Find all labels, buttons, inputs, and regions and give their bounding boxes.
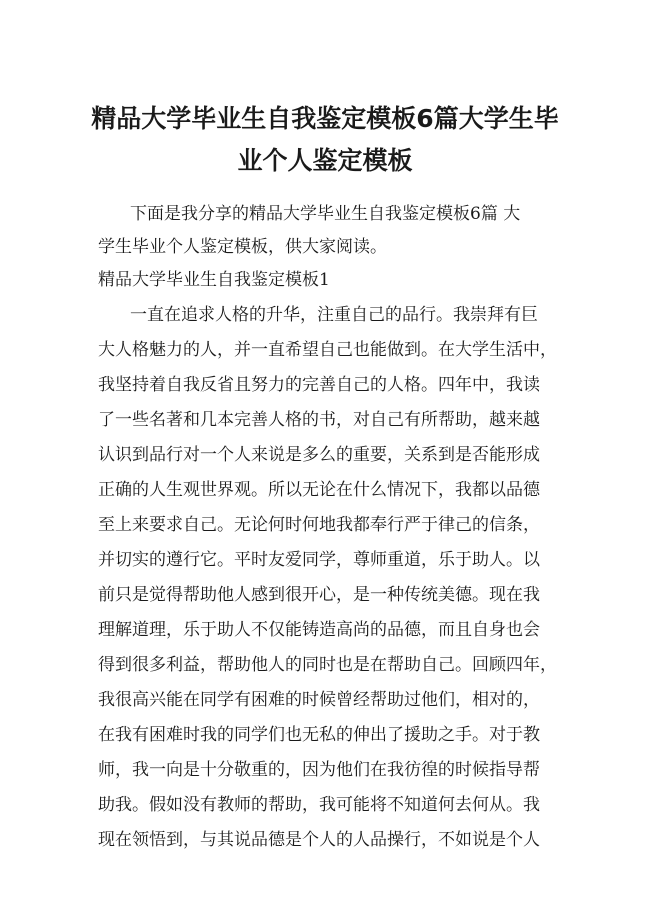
body-line: 大人格魅力的人，并一直希望自己也能做到。在大学生活中， (98, 340, 557, 360)
body-line: 一直在追求人格的升华，注重自己的品行。我崇拜有巨 (130, 305, 538, 325)
body-line: 师，我一向是十分敬重的，因为他们在我彷徨的时候指导帮 (98, 760, 540, 780)
intro-line-1: 下面是我分享的精品大学毕业生自我鉴定模板6篇 大 (130, 204, 521, 224)
body-line: 理解道理，乐于助人不仅能铸造高尚的品德，而且自身也会 (98, 620, 540, 640)
body-line: 了一些名著和几本完善人格的书，对自己有所帮助，越来越 (98, 410, 540, 430)
body-line: 助我。假如没有教师的帮助，我可能将不知道何去何从。我 (98, 795, 540, 815)
body-line: 至上来要求自己。无论何时何地我都奉行严于律己的信条， (98, 515, 540, 535)
body-line: 前只是觉得帮助他人感到很开心，是一种传统美德。现在我 (98, 585, 540, 605)
body-line: 并切实的遵行它。平时友爱同学，尊师重道，乐于助人。以 (98, 550, 540, 570)
document-title-line-2: 业个人鉴定模板 (237, 146, 413, 175)
body-line: 正确的人生观世界观。所以无论在什么情况下，我都以品德 (98, 480, 540, 500)
body-line: 现在领悟到，与其说品德是个人的人品操行，不如说是个人 (98, 830, 540, 850)
body-line: 我很高兴能在同学有困难的时候曾经帮助过他们，相对的， (98, 690, 540, 710)
section-heading: 精品大学毕业生自我鉴定模板1 (98, 270, 330, 290)
body-line: 在我有困难时我的同学们也无私的伸出了援助之手。对于教 (98, 725, 540, 745)
body-line: 得到很多利益，帮助他人的同时也是在帮助自己。回顾四年， (98, 655, 557, 675)
document-title-line-1: 精品大学毕业生自我鉴定模板6篇大学生毕 (91, 104, 559, 133)
body-line: 我坚持着自我反省且努力的完善自己的人格。四年中，我读 (98, 375, 540, 395)
intro-line-2: 学生毕业个人鉴定模板，供大家阅读。 (98, 237, 387, 257)
body-line: 认识到品行对一个人来说是多么的重要，关系到是否能形成 (98, 445, 540, 465)
